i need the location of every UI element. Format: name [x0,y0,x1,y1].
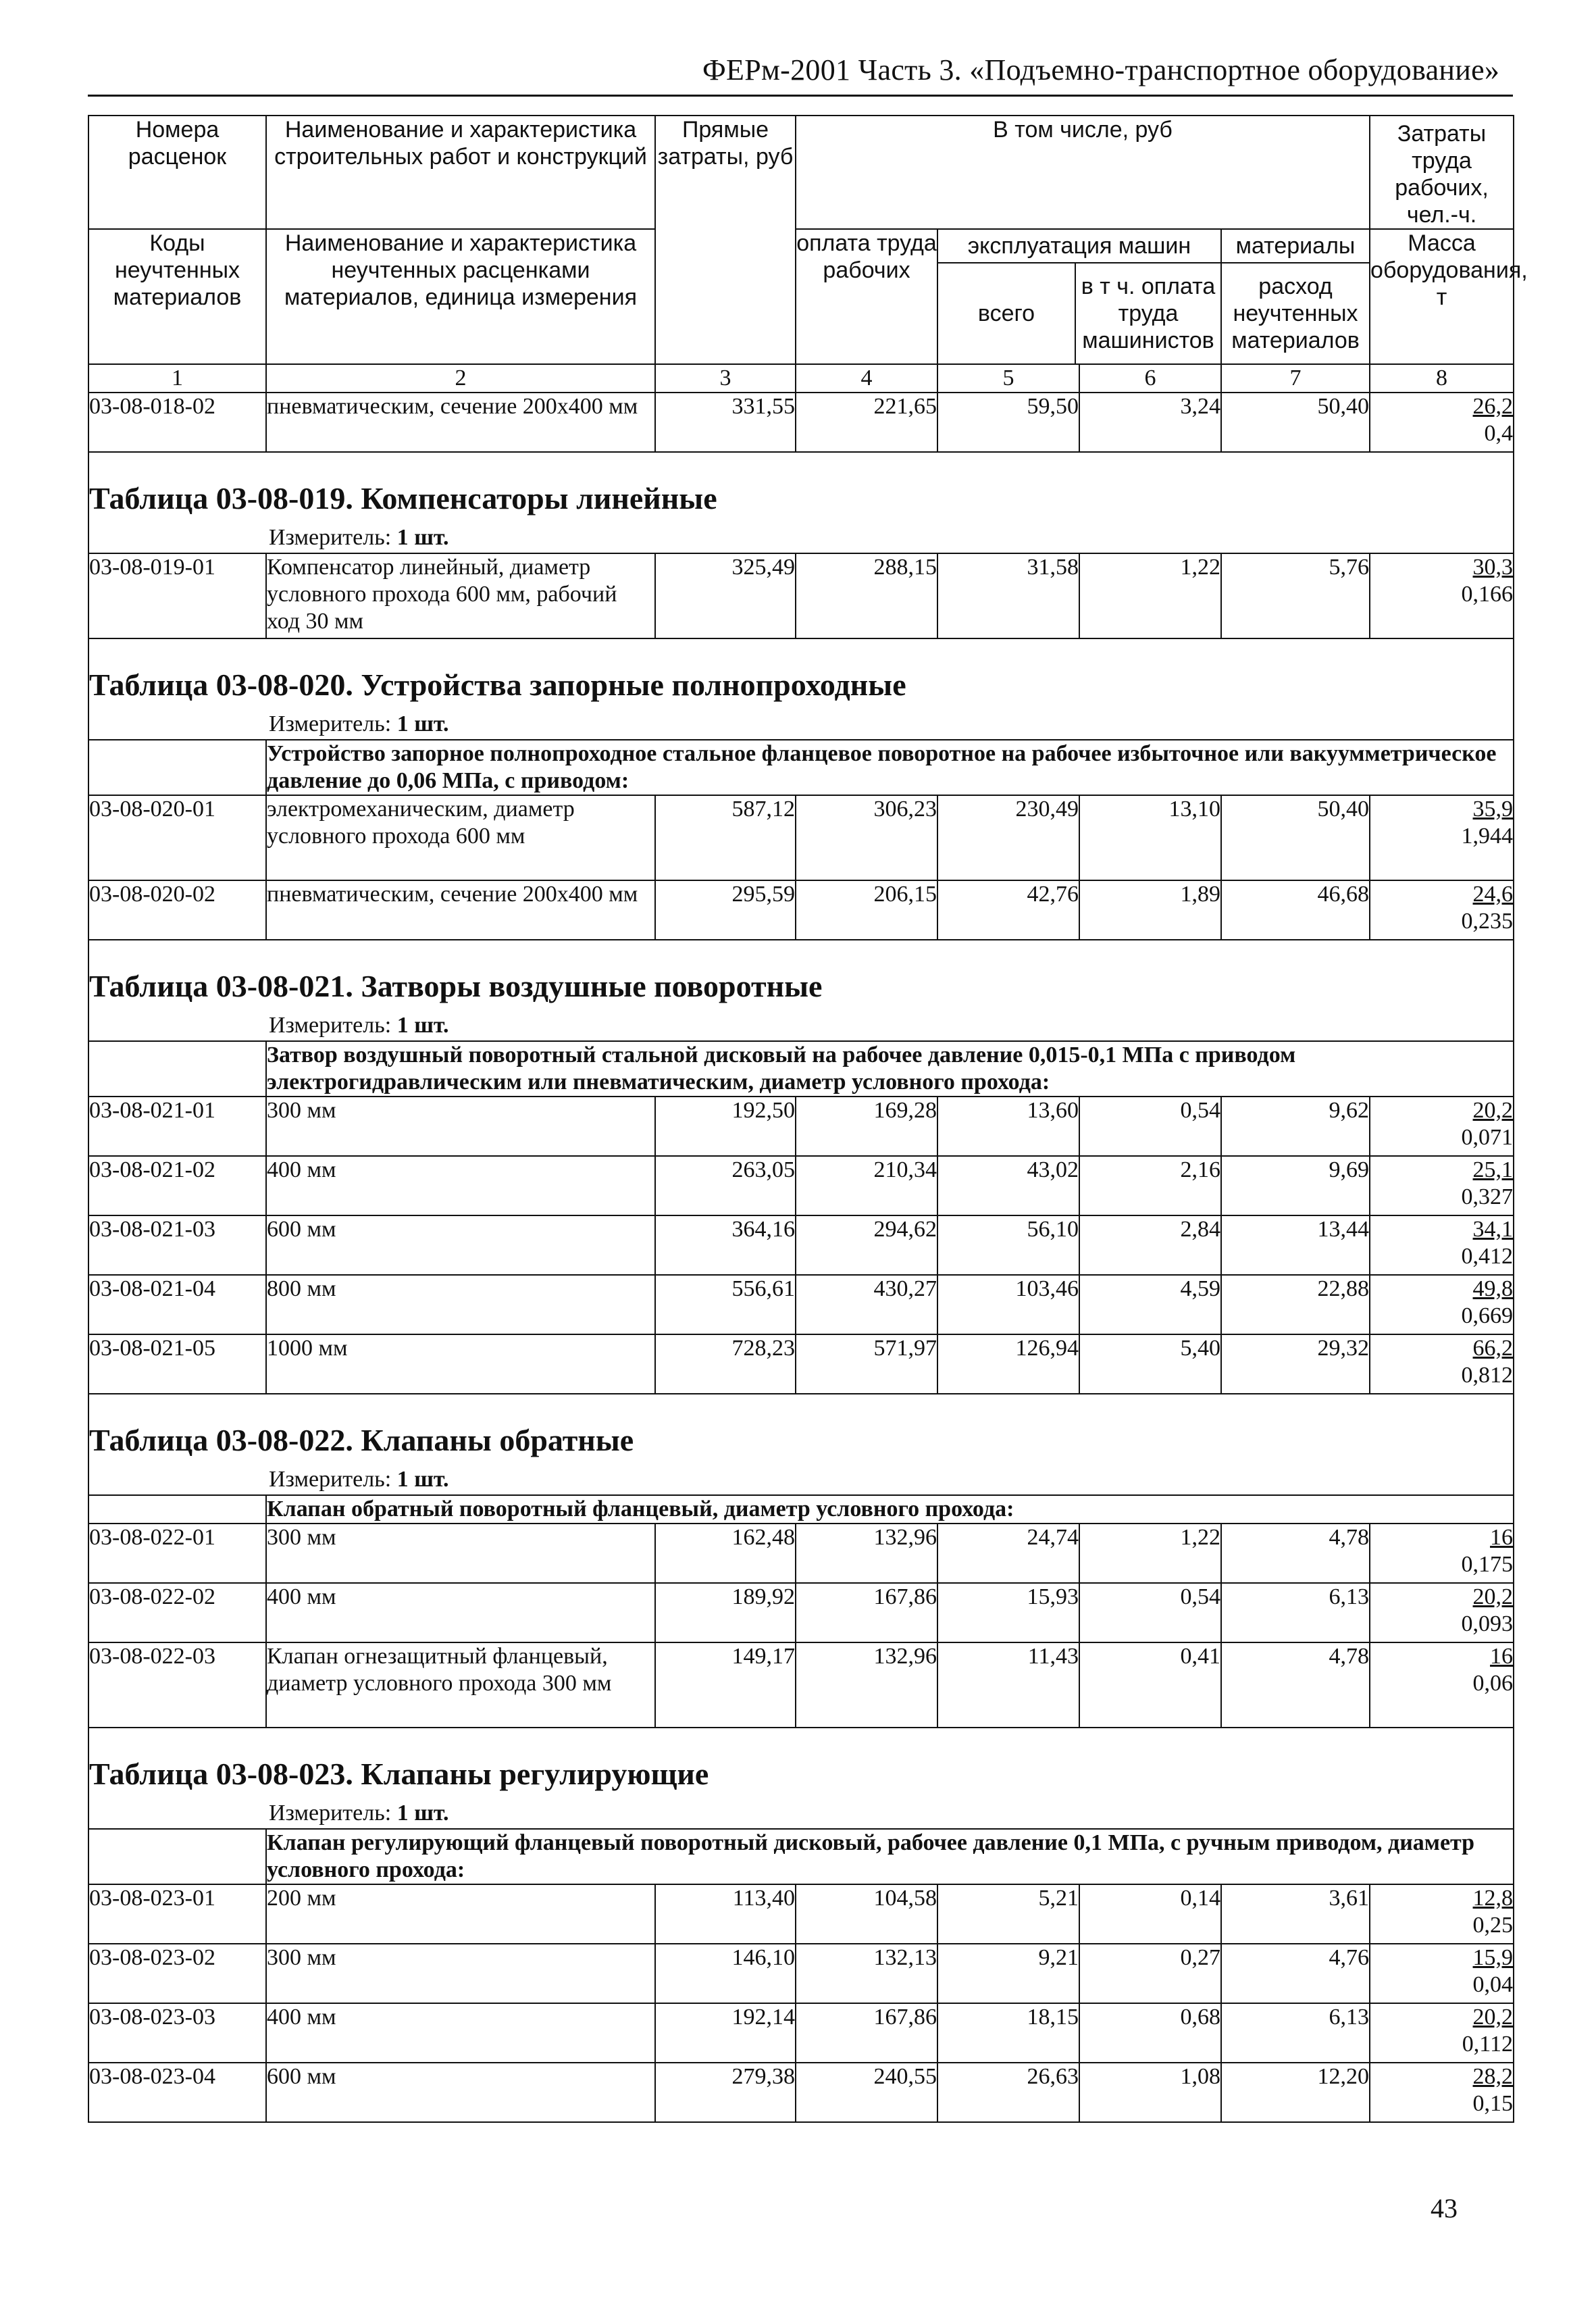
materials-heading [1221,229,1370,364]
table-row [88,2003,1514,2063]
labor-costs: 25,1 [1472,1157,1514,1182]
direct-costs: 149,17 [655,1642,796,1728]
group-heading-row [88,1495,1514,1524]
table-row [88,1944,1514,2003]
rate-code: 03-08-020-02 [88,880,266,940]
group-description: Устройство запорное полнопроходное стальное фланцевое поворотное на рабочее избыточное или вакуумметрическое давление до 0,06 МПа, с приводом: [266,740,1514,795]
rate-code: 03-08-021-03 [88,1215,266,1275]
labor-mass-cell [1370,1524,1514,1583]
group-description: Клапан обратный поворотный фланцевый, диаметр условного прохода: [266,1495,1514,1524]
unit-value: 1 шт. [396,1801,449,1826]
column-number: 3 [655,364,796,393]
materials-label: материалы [1222,230,1369,263]
rate-name: электромеханическим, диаметр условного прохода 600 мм [266,795,655,880]
rate-code: 03-08-020-01 [88,795,266,880]
bottom-rule-cell [796,2122,937,2123]
direct-costs: 325,49 [655,553,796,638]
column-number: 6 [1079,364,1221,393]
rate-name: 800 мм [266,1275,655,1334]
labor-mass-cell [1370,393,1514,452]
worker-pay: 240,55 [796,2063,937,2122]
equipment-mass: 0,669 [1461,1303,1514,1328]
group-blank-cell [88,740,266,795]
machine-total: 18,15 [937,2003,1079,2063]
material-costs: 6,13 [1221,2003,1370,2063]
header-rule [88,95,1513,97]
labor-mass-cell [1370,880,1514,940]
column-number: 8 [1370,364,1514,393]
work-name-heading: Наименование и характеристика строительных работ и конструкций [266,116,655,229]
labor-costs: 12,8 [1472,1886,1514,1911]
worker-pay: 210,34 [796,1156,937,1215]
table-row [88,1097,1514,1156]
table-section-heading [88,1728,1514,1829]
labor-costs: 30,3 [1472,555,1514,580]
labor-mass-cell [1370,1334,1514,1394]
labor-mass-cell [1370,1097,1514,1156]
rate-code: 03-08-023-04 [88,2063,266,2122]
unit-line [89,1794,1513,1828]
rate-name: 300 мм [266,1097,655,1156]
rate-code: 03-08-019-01 [88,553,266,638]
machinist-pay-heading: в т ч. оплата труда машинистов [1081,274,1216,353]
rate-name: пневматическим, сечение 200х400 мм [266,880,655,940]
equipment-mass: 0,327 [1461,1184,1514,1209]
direct-costs: 587,12 [655,795,796,880]
worker-pay: 288,15 [796,553,937,638]
table-row [88,880,1514,940]
direct-costs: 364,16 [655,1215,796,1275]
labor-costs: 20,2 [1472,1584,1514,1609]
bottom-rule-cell [88,2122,266,2123]
bottom-rule-cell [266,2122,655,2123]
material-name-heading: Наименование и характеристика неучтенных расценками материалов, единица измерения [266,229,655,364]
section-heading-cell [88,940,1514,1041]
labor-costs: 16 [1490,1525,1514,1550]
labor-mass-cell [1370,1884,1514,1944]
machinist-pay: 1,89 [1079,880,1221,940]
machine-total: 13,60 [937,1097,1079,1156]
table-row [88,795,1514,880]
machine-total: 15,93 [937,1583,1079,1642]
rate-name: 600 мм [266,2063,655,2122]
table-row [88,1156,1514,1215]
labor-costs-heading: Затраты труда рабочих, чел.-ч. [1370,116,1514,229]
unit-line [89,519,1513,553]
equipment-mass: 0,15 [1472,2091,1514,2116]
table-section-heading [88,940,1514,1041]
machine-total: 31,58 [937,553,1079,638]
worker-pay: 430,27 [796,1275,937,1334]
worker-pay: 167,86 [796,2003,937,2063]
rate-code: 03-08-022-03 [88,1642,266,1728]
direct-costs: 146,10 [655,1944,796,2003]
labor-costs: 26,2 [1472,394,1514,419]
rate-code: 03-08-021-02 [88,1156,266,1215]
material-costs: 50,40 [1221,795,1370,880]
machine-total: 103,46 [937,1275,1079,1334]
group-blank-cell [88,1041,266,1097]
header-row-2 [88,229,1514,364]
material-costs: 3,61 [1221,1884,1370,1944]
document-header: ФЕРм-2001 Часть 3. «Подъемно-транспортное оборудование» [702,53,1500,86]
equipment-mass: 0,25 [1472,1913,1514,1938]
material-costs: 22,88 [1221,1275,1370,1334]
labor-costs: 66,2 [1472,1336,1514,1361]
worker-pay: 132,13 [796,1944,937,2003]
rate-name: 400 мм [266,1583,655,1642]
machine-total: 11,43 [937,1642,1079,1728]
direct-costs-heading: Прямые затраты, руб [655,116,796,364]
labor-mass-cell [1370,1156,1514,1215]
equipment-mass: 0,4 [1484,421,1514,446]
unit-label: Измеритель: [269,711,392,736]
bottom-rule-cell [1079,2122,1221,2123]
material-costs: 4,78 [1221,1642,1370,1728]
equipment-mass-heading: Масса оборудования, т [1370,229,1514,364]
bottom-rule-cell [655,2122,796,2123]
table-row [88,1215,1514,1275]
equipment-mass: 1,944 [1461,824,1514,849]
material-costs: 9,62 [1221,1097,1370,1156]
material-costs: 13,44 [1221,1215,1370,1275]
unit-label: Измеритель: [269,1013,392,1038]
table-row [88,2063,1514,2122]
equipment-mass: 0,175 [1461,1552,1514,1577]
labor-mass-cell [1370,1215,1514,1275]
rate-number-heading: Номера расценок [88,116,266,229]
column-number: 7 [1221,364,1370,393]
labor-mass-cell [1370,553,1514,638]
material-costs: 4,78 [1221,1524,1370,1583]
equipment-mass: 0,04 [1472,1972,1514,1997]
table-row [88,1642,1514,1728]
labor-mass-cell [1370,2003,1514,2063]
rate-name: 400 мм [266,2003,655,2063]
unaccounted-codes-heading: Коды неучтенных материалов [88,229,266,364]
worker-pay: 306,23 [796,795,937,880]
material-costs: 5,76 [1221,553,1370,638]
group-heading-row [88,740,1514,795]
material-costs: 12,20 [1221,2063,1370,2122]
material-costs: 29,32 [1221,1334,1370,1394]
rate-code: 03-08-023-02 [88,1944,266,2003]
machinist-pay: 1,22 [1079,1524,1221,1583]
group-blank-cell [88,1829,266,1884]
section-heading-cell [88,452,1514,553]
rate-code: 03-08-021-04 [88,1275,266,1334]
worker-pay: 221,65 [796,393,937,452]
worker-pay: 104,58 [796,1884,937,1944]
machinist-pay: 0,54 [1079,1583,1221,1642]
rate-name: 200 мм [266,1884,655,1944]
equipment-mass: 0,112 [1462,2032,1514,2057]
equipment-mass: 0,06 [1472,1671,1514,1696]
equipment-mass: 0,412 [1461,1244,1514,1269]
rate-name: 400 мм [266,1156,655,1215]
labor-mass-cell [1370,1642,1514,1728]
labor-costs: 35,9 [1472,797,1514,822]
table-row [88,1884,1514,1944]
machine-total: 126,94 [937,1334,1079,1394]
table-row [88,1334,1514,1394]
labor-mass-cell [1370,2063,1514,2122]
machine-total: 43,02 [937,1156,1079,1215]
material-costs: 4,76 [1221,1944,1370,2003]
direct-costs: 192,14 [655,2003,796,2063]
direct-costs: 279,38 [655,2063,796,2122]
machine-operation-label: эксплуатация машин [938,230,1220,263]
table-title: Таблица 03-08-021. Затворы воздушные поворотные [89,969,823,1003]
direct-costs: 192,50 [655,1097,796,1156]
equipment-mass: 0,235 [1461,909,1514,934]
machine-total: 24,74 [937,1524,1079,1583]
unit-value: 1 шт. [396,711,449,736]
machinist-pay: 2,84 [1079,1215,1221,1275]
group-description: Клапан регулирующий фланцевый поворотный дисковый, рабочее давление 0,1 МПа, с ручным приводом, диаметр условного прохода: [266,1829,1514,1884]
material-costs: 46,68 [1221,880,1370,940]
machine-total: 42,76 [937,880,1079,940]
machine-total: 5,21 [937,1884,1079,1944]
machine-total: 56,10 [937,1215,1079,1275]
machinist-pay: 4,59 [1079,1275,1221,1334]
material-costs: 50,40 [1221,393,1370,452]
column-number: 2 [266,364,655,393]
rate-name: 1000 мм [266,1334,655,1394]
rate-name: Компенсатор линейный, диаметр условного прохода 600 мм, рабочий ход 30 мм [266,553,655,638]
material-costs: 6,13 [1221,1583,1370,1642]
bottom-rule-cell [1221,2122,1370,2123]
group-heading-row [88,1829,1514,1884]
direct-costs: 295,59 [655,880,796,940]
machinist-pay: 0,41 [1079,1642,1221,1728]
machine-total: 9,21 [937,1944,1079,2003]
worker-pay: 294,62 [796,1215,937,1275]
column-number: 5 [937,364,1079,393]
machinist-pay: 5,40 [1079,1334,1221,1394]
labor-costs: 16 [1490,1644,1514,1669]
machinist-pay: 1,22 [1079,553,1221,638]
table-row [88,1583,1514,1642]
table-title: Таблица 03-08-019. Компенсаторы линейные [89,481,717,515]
header-row-1 [88,116,1514,229]
column-number: 4 [796,364,937,393]
material-costs: 9,69 [1221,1156,1370,1215]
worker-pay: 132,96 [796,1524,937,1583]
rate-code: 03-08-021-01 [88,1097,266,1156]
direct-costs: 189,92 [655,1583,796,1642]
machinist-pay: 2,16 [1079,1156,1221,1215]
table-bottom-rule [88,2122,1514,2123]
table-section-heading [88,638,1514,740]
group-blank-cell [88,1495,266,1524]
labor-costs: 20,2 [1472,1098,1514,1123]
worker-pay: 206,15 [796,880,937,940]
direct-costs: 113,40 [655,1884,796,1944]
bottom-rule-cell [937,2122,1079,2123]
direct-costs: 331,55 [655,393,796,452]
worker-pay: 571,97 [796,1334,937,1394]
table-title: Таблица 03-08-020. Устройства запорные полнопроходные [89,668,906,702]
table-title: Таблица 03-08-022. Клапаны обратные [89,1423,634,1457]
rate-code: 03-08-023-03 [88,2003,266,2063]
unit-value: 1 шт. [396,1013,449,1038]
section-heading-cell [88,1728,1514,1829]
unit-label: Измеритель: [269,1801,392,1826]
column-number-row [88,364,1514,393]
material-consumption-heading: расход неучтенных материалов [1231,274,1360,353]
table-section-heading [88,1394,1514,1495]
unit-value: 1 шт. [396,525,449,550]
labor-mass-cell [1370,1275,1514,1334]
labor-costs: 15,9 [1472,1945,1514,1970]
table-row [88,393,1514,452]
equipment-mass: 0,071 [1461,1125,1514,1150]
equipment-mass: 0,812 [1461,1363,1514,1388]
machinist-pay: 13,10 [1079,795,1221,880]
direct-costs: 728,23 [655,1334,796,1394]
group-heading-row [88,1041,1514,1097]
machinist-pay: 0,54 [1079,1097,1221,1156]
rate-code: 03-08-022-01 [88,1524,266,1583]
table-row [88,553,1514,638]
section-heading-cell [88,1394,1514,1495]
column-number: 1 [88,364,266,393]
table-title: Таблица 03-08-023. Клапаны регулирующие [89,1757,709,1791]
rate-name: 600 мм [266,1215,655,1275]
rate-code: 03-08-018-02 [88,393,266,452]
rate-name: 300 мм [266,1944,655,2003]
table-row [88,1524,1514,1583]
machinist-pay: 3,24 [1079,393,1221,452]
table-row [88,1275,1514,1334]
table-section-heading [88,452,1514,553]
machine-total: 59,50 [937,393,1079,452]
labor-mass-cell [1370,1944,1514,2003]
rate-name: Клапан огнезащитный фланцевый, диаметр условного прохода 300 мм [266,1642,655,1728]
labor-costs: 49,8 [1472,1276,1514,1301]
unit-value: 1 шт. [396,1467,449,1492]
machinist-pay: 0,68 [1079,2003,1221,2063]
labor-costs: 24,6 [1472,882,1514,907]
page-number: 43 [1431,2193,1458,2223]
labor-costs: 28,2 [1472,2064,1514,2089]
section-heading-cell [88,638,1514,740]
machine-total-heading: всего [938,263,1076,363]
machine-operation-heading [937,229,1221,364]
rate-code: 03-08-021-05 [88,1334,266,1394]
machinist-pay: 1,08 [1079,2063,1221,2122]
unit-line [89,1461,1513,1494]
worker-pay: 167,86 [796,1583,937,1642]
machine-subcolumns [938,263,1220,363]
machine-total: 26,63 [937,2063,1079,2122]
direct-costs: 263,05 [655,1156,796,1215]
unit-label: Измеритель: [269,1467,392,1492]
direct-costs: 556,61 [655,1275,796,1334]
unit-label: Измеритель: [269,525,392,550]
unit-line [89,1007,1513,1040]
equipment-mass: 0,166 [1461,582,1514,607]
machine-total: 230,49 [937,795,1079,880]
equipment-mass: 0,093 [1461,1611,1514,1636]
labor-mass-cell [1370,795,1514,880]
direct-costs: 162,48 [655,1524,796,1583]
worker-pay: 169,28 [796,1097,937,1156]
labor-costs: 20,2 [1472,2005,1514,2030]
unit-line [89,705,1513,739]
worker-pay-heading: оплата труда рабочих [796,229,937,364]
rate-code: 03-08-023-01 [88,1884,266,1944]
rate-name: пневматическим, сечение 200х400 мм [266,393,655,452]
worker-pay: 132,96 [796,1642,937,1728]
machinist-pay: 0,14 [1079,1884,1221,1944]
rate-name: 300 мм [266,1524,655,1583]
machinist-pay: 0,27 [1079,1944,1221,2003]
including-heading: В том числе, руб [796,116,1370,229]
labor-mass-cell [1370,1583,1514,1642]
rate-code: 03-08-022-02 [88,1583,266,1642]
rates-table [88,115,1528,2123]
labor-costs: 34,1 [1472,1217,1514,1242]
group-description: Затвор воздушный поворотный стальной дисковый на рабочее давление 0,015-0,1 МПа с приводом электрогидравлическим или пневматическим, диаметр условного прохода: [266,1041,1514,1097]
bottom-rule-cell [1370,2122,1514,2123]
